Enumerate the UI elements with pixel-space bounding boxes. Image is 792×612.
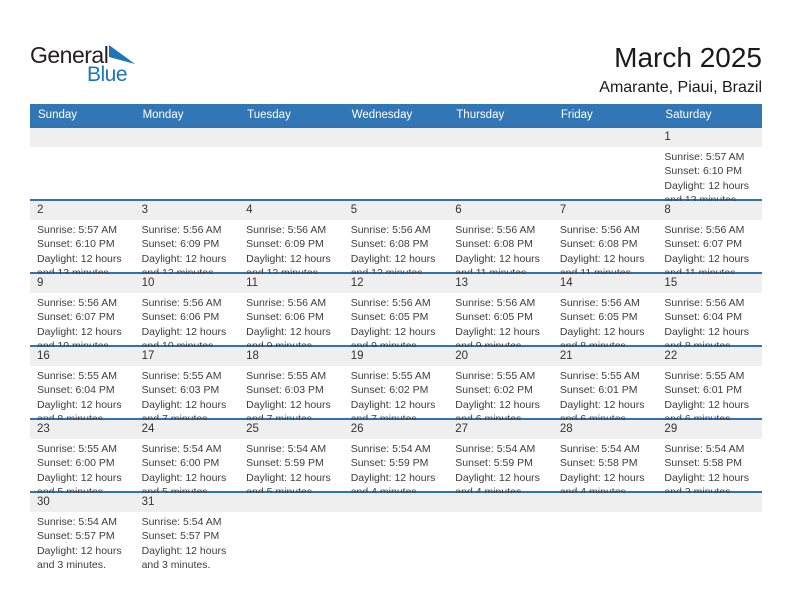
day-number	[344, 493, 449, 512]
day-number: 5	[344, 201, 449, 220]
daylight-line-1: Daylight: 12 hours	[246, 325, 331, 338]
day-number	[239, 128, 344, 147]
sunrise-line: Sunrise: 5:55 AM	[37, 370, 117, 382]
day-number: 20	[448, 347, 553, 366]
weekday-label-saturday: Saturday	[665, 109, 712, 121]
calendar-day-cell	[30, 420, 135, 500]
day-sun-details	[344, 293, 449, 354]
day-number: 3	[135, 201, 240, 220]
day-number: 8	[657, 201, 762, 220]
day-sun-details	[135, 293, 240, 354]
weekday-label-sunday: Sunday	[38, 109, 78, 121]
day-number	[344, 128, 449, 147]
day-number: 18	[239, 347, 344, 366]
calendar-day-cell	[448, 347, 553, 427]
weekday-label-monday: Monday	[142, 109, 184, 121]
sunrise-line: Sunrise: 5:55 AM	[350, 370, 431, 382]
calendar-empty-cell	[553, 493, 658, 580]
calendar-day-cell	[30, 274, 135, 354]
day-number: 28	[553, 420, 658, 439]
sunrise-line: Sunrise: 5:55 AM	[246, 370, 327, 382]
day-sun-details	[135, 512, 240, 573]
sunset-line: Sunset: 6:02 PM	[455, 384, 533, 397]
calendar-day-cell	[657, 274, 762, 354]
sunrise-line: Sunrise: 5:54 AM	[37, 516, 117, 528]
calendar-week-row	[30, 418, 762, 491]
sunset-line: Sunset: 5:57 PM	[141, 530, 220, 543]
day-number: 21	[553, 347, 658, 366]
day-sun-details	[135, 439, 240, 500]
calendar-day-cell	[239, 420, 344, 500]
calendar-day-cell	[657, 420, 762, 500]
sunrise-line: Sunrise: 5:56 AM	[141, 297, 222, 309]
calendar-week-row	[30, 199, 762, 272]
daylight-line-1: Daylight: 12 hours	[141, 325, 227, 338]
daylight-line-1: Daylight: 12 hours	[350, 325, 436, 338]
sunrise-line: Sunrise: 5:54 AM	[455, 443, 536, 455]
day-sun-details	[30, 366, 135, 427]
day-sun-details	[657, 147, 762, 208]
calendar-empty-cell	[30, 128, 135, 208]
day-number: 30	[30, 493, 135, 512]
daylight-line-1: Daylight: 12 hours	[559, 398, 645, 411]
sunset-line: Sunset: 6:05 PM	[350, 311, 429, 324]
day-sun-details	[239, 439, 344, 500]
day-number: 15	[657, 274, 762, 293]
day-sun-details	[135, 220, 240, 281]
day-number	[553, 493, 658, 512]
sunset-line: Sunset: 5:59 PM	[455, 457, 533, 470]
sunset-line: Sunset: 6:09 PM	[246, 238, 324, 251]
weekday-label-friday: Friday	[560, 109, 593, 121]
day-number: 2	[30, 201, 135, 220]
logo-word-general: General	[30, 42, 109, 68]
day-sun-details	[448, 439, 553, 500]
sunrise-line: Sunrise: 5:54 AM	[350, 443, 431, 455]
day-number: 12	[344, 274, 449, 293]
daylight-line-1: Daylight: 12 hours	[37, 471, 122, 484]
calendar-day-cell	[239, 347, 344, 427]
day-number: 9	[30, 274, 135, 293]
calendar-day-cell	[344, 201, 449, 281]
day-number	[448, 493, 553, 512]
daylight-line-1: Daylight: 12 hours	[455, 252, 540, 265]
calendar-empty-cell	[344, 493, 449, 580]
calendar-day-cell	[553, 274, 658, 354]
sunrise-line: Sunrise: 5:55 AM	[37, 443, 117, 455]
day-number: 13	[448, 274, 553, 293]
weekday-label-wednesday: Wednesday	[351, 109, 413, 121]
day-sun-details	[448, 366, 553, 427]
calendar-day-cell	[657, 201, 762, 281]
sunset-line: Sunset: 6:00 PM	[141, 457, 220, 470]
sunset-line: Sunset: 6:05 PM	[559, 311, 638, 324]
sunrise-line: Sunrise: 5:55 AM	[455, 370, 536, 382]
day-number: 1	[657, 128, 762, 147]
calendar-empty-cell	[553, 128, 658, 208]
calendar-day-cell	[448, 201, 553, 281]
sunset-line: Sunset: 6:06 PM	[141, 311, 220, 324]
daylight-line-1: Daylight: 12 hours	[141, 398, 227, 411]
sunset-line: Sunset: 6:08 PM	[350, 238, 429, 251]
calendar-empty-cell	[344, 128, 449, 208]
sunset-line: Sunset: 5:59 PM	[246, 457, 324, 470]
daylight-line-1: Daylight: 12 hours	[141, 252, 227, 265]
calendar-week-row	[30, 345, 762, 418]
day-number	[239, 493, 344, 512]
calendar-day-cell	[135, 493, 240, 580]
daylight-line-1: Daylight: 12 hours	[37, 325, 122, 338]
daylight-line-1: Daylight: 12 hours	[559, 252, 645, 265]
calendar-empty-cell	[657, 493, 762, 580]
day-sun-details	[448, 293, 553, 354]
day-number: 4	[239, 201, 344, 220]
sunset-line: Sunset: 5:57 PM	[37, 530, 115, 543]
day-number	[553, 128, 658, 147]
sunset-line: Sunset: 6:07 PM	[37, 311, 115, 324]
calendar-day-cell	[239, 274, 344, 354]
day-sun-details	[239, 220, 344, 281]
calendar-empty-cell	[448, 128, 553, 208]
calendar-day-cell	[553, 201, 658, 281]
day-number	[30, 128, 135, 147]
sunrise-line: Sunrise: 5:56 AM	[455, 224, 536, 236]
daylight-line-1: Daylight: 12 hours	[246, 398, 331, 411]
calendar-day-cell	[553, 347, 658, 427]
calendar-day-cell	[448, 420, 553, 500]
sunset-line: Sunset: 6:03 PM	[141, 384, 220, 397]
day-number	[135, 128, 240, 147]
day-number: 16	[30, 347, 135, 366]
sunset-line: Sunset: 5:58 PM	[664, 457, 743, 470]
calendar-week-row	[30, 491, 762, 580]
sunset-line: Sunset: 6:10 PM	[664, 165, 743, 178]
sunset-line: Sunset: 6:02 PM	[350, 384, 429, 397]
day-sun-details	[30, 439, 135, 500]
calendar-day-cell	[657, 128, 762, 208]
day-sun-details	[344, 439, 449, 500]
sunset-line: Sunset: 6:00 PM	[37, 457, 115, 470]
calendar-location-subtitle: Amarante, Piaui, Brazil	[599, 79, 762, 96]
calendar-day-cell	[135, 201, 240, 281]
day-sun-details	[344, 366, 449, 427]
calendar-empty-cell	[239, 493, 344, 580]
daylight-line-1: Daylight: 12 hours	[664, 398, 750, 411]
daylight-line-1: Daylight: 12 hours	[455, 398, 540, 411]
day-number: 25	[239, 420, 344, 439]
daylight-line-1: Daylight: 12 hours	[455, 325, 540, 338]
calendar-month-title: March 2025	[614, 42, 762, 73]
sunrise-line: Sunrise: 5:57 AM	[37, 224, 117, 236]
day-number: 17	[135, 347, 240, 366]
day-sun-details	[657, 293, 762, 354]
day-sun-details	[553, 220, 658, 281]
logo-word-blue: Blue	[87, 63, 128, 86]
day-sun-details	[344, 220, 449, 281]
calendar-empty-cell	[239, 128, 344, 208]
sunset-line: Sunset: 6:01 PM	[664, 384, 743, 397]
daylight-line-1: Daylight: 12 hours	[664, 325, 750, 338]
daylight-line-1: Daylight: 12 hours	[559, 325, 645, 338]
sunset-line: Sunset: 6:01 PM	[559, 384, 638, 397]
sunset-line: Sunset: 6:06 PM	[246, 311, 324, 324]
calendar-body	[30, 126, 762, 580]
daylight-line-1: Daylight: 12 hours	[37, 252, 122, 265]
calendar-day-cell	[239, 201, 344, 281]
day-number: 24	[135, 420, 240, 439]
daylight-line-1: Daylight: 12 hours	[350, 252, 436, 265]
daylight-line-1: Daylight: 12 hours	[664, 471, 750, 484]
general-blue-logo	[30, 44, 180, 85]
weekday-label-thursday: Thursday	[456, 109, 505, 121]
day-sun-details	[448, 220, 553, 281]
sunrise-line: Sunrise: 5:54 AM	[664, 443, 745, 455]
sunset-line: Sunset: 6:09 PM	[141, 238, 220, 251]
weekday-header-row	[30, 104, 762, 126]
sunset-line: Sunset: 5:59 PM	[350, 457, 429, 470]
sunset-line: Sunset: 6:05 PM	[455, 311, 533, 324]
daylight-line-1: Daylight: 12 hours	[350, 471, 436, 484]
day-number: 29	[657, 420, 762, 439]
calendar-day-cell	[30, 347, 135, 427]
calendar-day-cell	[30, 493, 135, 580]
day-sun-details	[657, 366, 762, 427]
page-header	[30, 0, 762, 104]
day-number: 10	[135, 274, 240, 293]
calendar-day-cell	[344, 274, 449, 354]
day-number: 14	[553, 274, 658, 293]
daylight-line-1: Daylight: 12 hours	[664, 252, 750, 265]
calendar-day-cell	[344, 420, 449, 500]
sunrise-line: Sunrise: 5:54 AM	[559, 443, 640, 455]
sunrise-line: Sunrise: 5:56 AM	[559, 224, 640, 236]
daylight-line-2: and 3 minutes.	[37, 559, 106, 572]
day-number: 7	[553, 201, 658, 220]
sunset-line: Sunset: 6:08 PM	[559, 238, 638, 251]
sunrise-line: Sunrise: 5:56 AM	[350, 297, 431, 309]
day-sun-details	[135, 366, 240, 427]
day-sun-details	[239, 366, 344, 427]
daylight-line-1: Daylight: 12 hours	[455, 471, 540, 484]
calendar-day-cell	[135, 274, 240, 354]
day-number: 19	[344, 347, 449, 366]
sunset-line: Sunset: 6:10 PM	[37, 238, 115, 251]
day-number: 23	[30, 420, 135, 439]
sunset-line: Sunset: 5:58 PM	[559, 457, 638, 470]
day-sun-details	[553, 366, 658, 427]
day-number: 22	[657, 347, 762, 366]
sunset-line: Sunset: 6:04 PM	[664, 311, 743, 324]
sunrise-line: Sunrise: 5:55 AM	[559, 370, 640, 382]
calendar-week-row	[30, 126, 762, 199]
calendar-table	[30, 104, 762, 580]
day-number: 27	[448, 420, 553, 439]
day-sun-details	[657, 439, 762, 500]
day-sun-details	[30, 220, 135, 281]
sunrise-line: Sunrise: 5:57 AM	[664, 151, 745, 163]
day-sun-details	[30, 293, 135, 354]
sunrise-line: Sunrise: 5:55 AM	[141, 370, 222, 382]
day-number: 31	[135, 493, 240, 512]
daylight-line-1: Daylight: 12 hours	[141, 471, 227, 484]
daylight-line-1: Daylight: 12 hours	[246, 471, 331, 484]
daylight-line-1: Daylight: 12 hours	[559, 471, 645, 484]
sunrise-line: Sunrise: 5:56 AM	[246, 297, 327, 309]
sunset-line: Sunset: 6:03 PM	[246, 384, 324, 397]
calendar-empty-cell	[448, 493, 553, 580]
sunrise-line: Sunrise: 5:56 AM	[37, 297, 117, 309]
calendar-week-row	[30, 272, 762, 345]
sunrise-line: Sunrise: 5:56 AM	[559, 297, 640, 309]
day-sun-details	[30, 512, 135, 573]
calendar-day-cell	[344, 347, 449, 427]
sunrise-line: Sunrise: 5:56 AM	[664, 297, 745, 309]
day-number: 26	[344, 420, 449, 439]
sunset-line: Sunset: 6:08 PM	[455, 238, 533, 251]
sunset-line: Sunset: 6:04 PM	[37, 384, 115, 397]
title-block	[599, 40, 762, 98]
daylight-line-1: Daylight: 12 hours	[37, 398, 122, 411]
day-sun-details	[553, 293, 658, 354]
calendar-day-cell	[30, 201, 135, 281]
daylight-line-2: and 3 minutes.	[141, 559, 211, 572]
calendar-day-cell	[135, 347, 240, 427]
day-number	[448, 128, 553, 147]
day-number: 6	[448, 201, 553, 220]
sunrise-line: Sunrise: 5:54 AM	[141, 516, 222, 528]
calendar-day-cell	[448, 274, 553, 354]
day-sun-details	[657, 220, 762, 281]
sunrise-line: Sunrise: 5:56 AM	[246, 224, 327, 236]
day-number	[657, 493, 762, 512]
sunrise-line: Sunrise: 5:54 AM	[246, 443, 327, 455]
calendar-empty-cell	[135, 128, 240, 208]
calendar-day-cell	[135, 420, 240, 500]
calendar-day-cell	[553, 420, 658, 500]
sunrise-line: Sunrise: 5:54 AM	[141, 443, 222, 455]
daylight-line-1: Daylight: 12 hours	[664, 179, 750, 192]
daylight-line-1: Daylight: 12 hours	[350, 398, 436, 411]
sunrise-line: Sunrise: 5:55 AM	[664, 370, 745, 382]
sunrise-line: Sunrise: 5:56 AM	[350, 224, 431, 236]
sunrise-line: Sunrise: 5:56 AM	[664, 224, 745, 236]
sunrise-line: Sunrise: 5:56 AM	[455, 297, 536, 309]
day-number: 11	[239, 274, 344, 293]
sunset-line: Sunset: 6:07 PM	[664, 238, 743, 251]
day-sun-details	[553, 439, 658, 500]
daylight-line-1: Daylight: 12 hours	[141, 544, 227, 557]
calendar-day-cell	[657, 347, 762, 427]
day-sun-details	[239, 293, 344, 354]
daylight-line-1: Daylight: 12 hours	[246, 252, 331, 265]
weekday-label-tuesday: Tuesday	[247, 109, 291, 121]
sunrise-line: Sunrise: 5:56 AM	[141, 224, 222, 236]
daylight-line-1: Daylight: 12 hours	[37, 544, 122, 557]
